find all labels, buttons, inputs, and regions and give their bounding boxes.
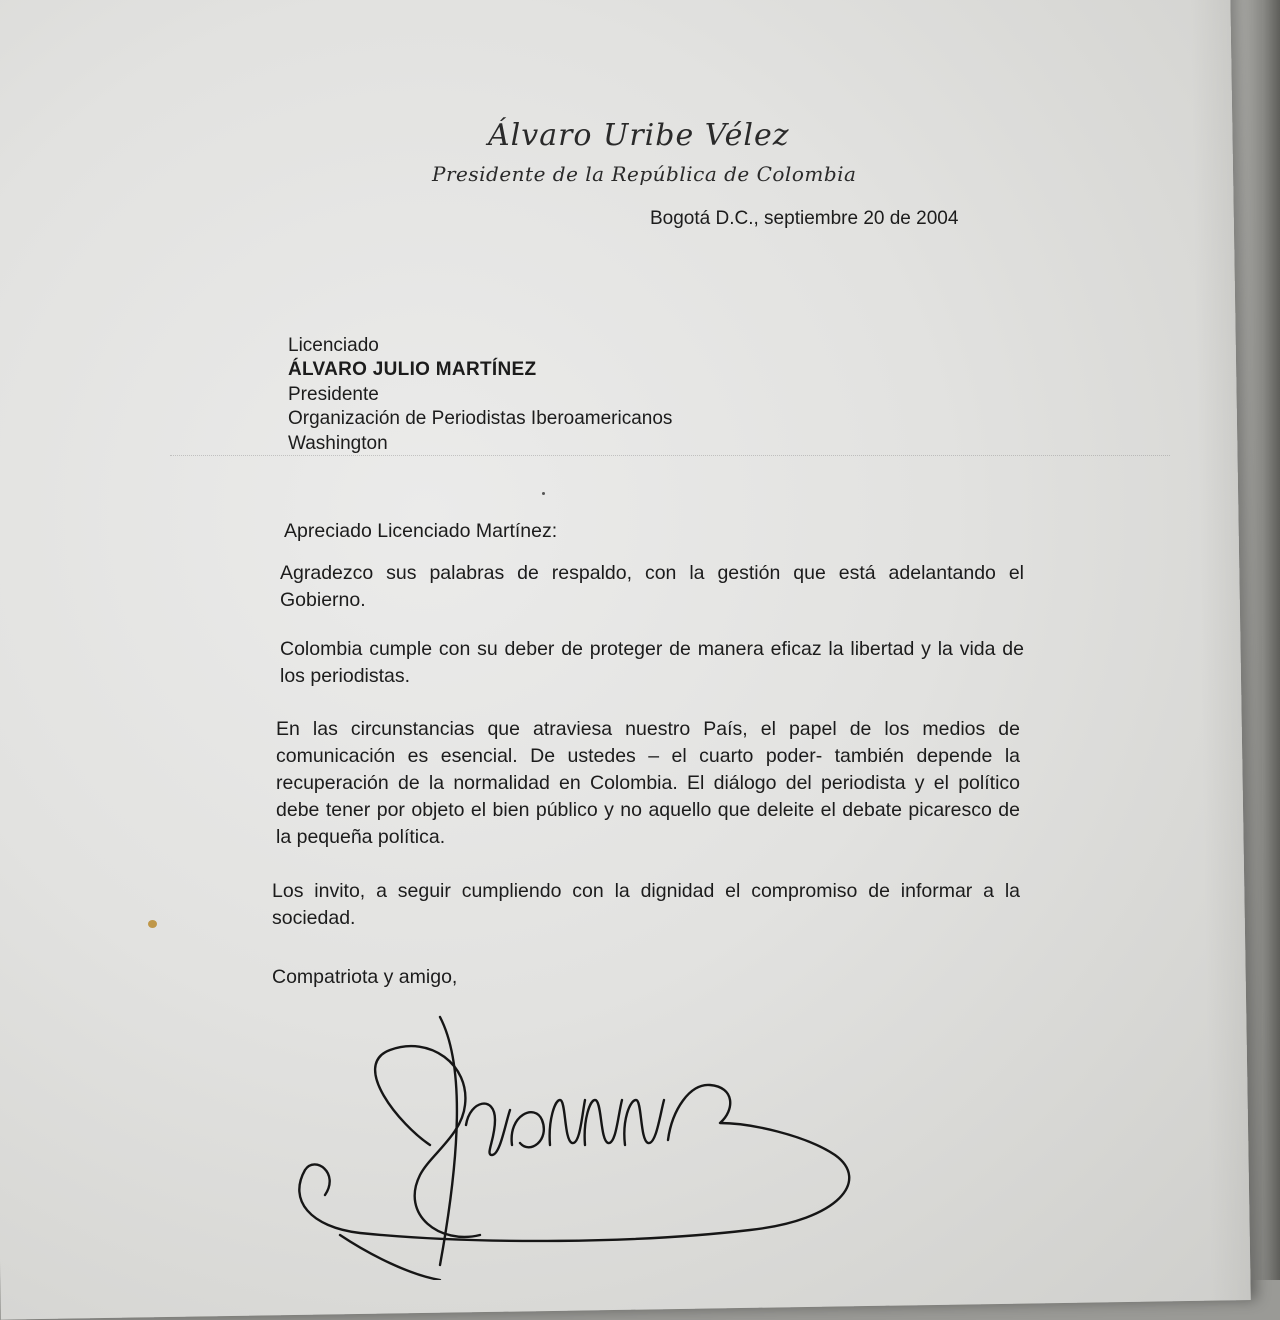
letter-date: Bogotá D.C., septiembre 20 de 2004 (650, 208, 959, 229)
paragraph-1: Agradezco sus palabras de respaldo, con la gestión que está adelantando el Gobierno. (280, 562, 1024, 611)
paper-stain (148, 920, 157, 928)
paragraph-2: Colombia cumple con su deber de proteger de manera eficaz la libertad y la vida de los periodistas. (280, 638, 1024, 687)
recipient-salutation-title: Licenciado (288, 335, 379, 356)
letterhead-title: Presidente de la República de Colombia (432, 162, 857, 186)
frame-edge (1262, 0, 1280, 1280)
recipient-city: Washington (288, 433, 388, 454)
recipient-organization: Organización de Periodistas Iberoamericanos (288, 408, 673, 429)
letterhead-name: Álvaro Uribe Vélez (488, 118, 790, 153)
handwritten-signature (280, 1005, 880, 1280)
closing: Compatriota y amigo, (272, 966, 458, 988)
recipient-name: ÁLVARO JULIO MARTÍNEZ (288, 359, 537, 380)
recipient-position: Presidente (288, 384, 379, 405)
paragraph-3: En las circunstancias que atraviesa nuestro País, el papel de los medios de comunicación es esencial. De ustedes – el cuarto poder- también depende la recuperación de la normalidad en Colombia. El diálogo del periodista y el político debe tener por objeto el bien público y no aquello que deleite el debate picaresco de la pequeña política. (276, 718, 1020, 848)
faint-rule (170, 455, 1170, 457)
greeting: Apreciado Licenciado Martínez: (284, 520, 558, 542)
paper-speck (542, 492, 545, 495)
paragraph-4: Los invito, a seguir cumpliendo con la dignidad el compromiso de informar a la sociedad. (272, 880, 1020, 929)
